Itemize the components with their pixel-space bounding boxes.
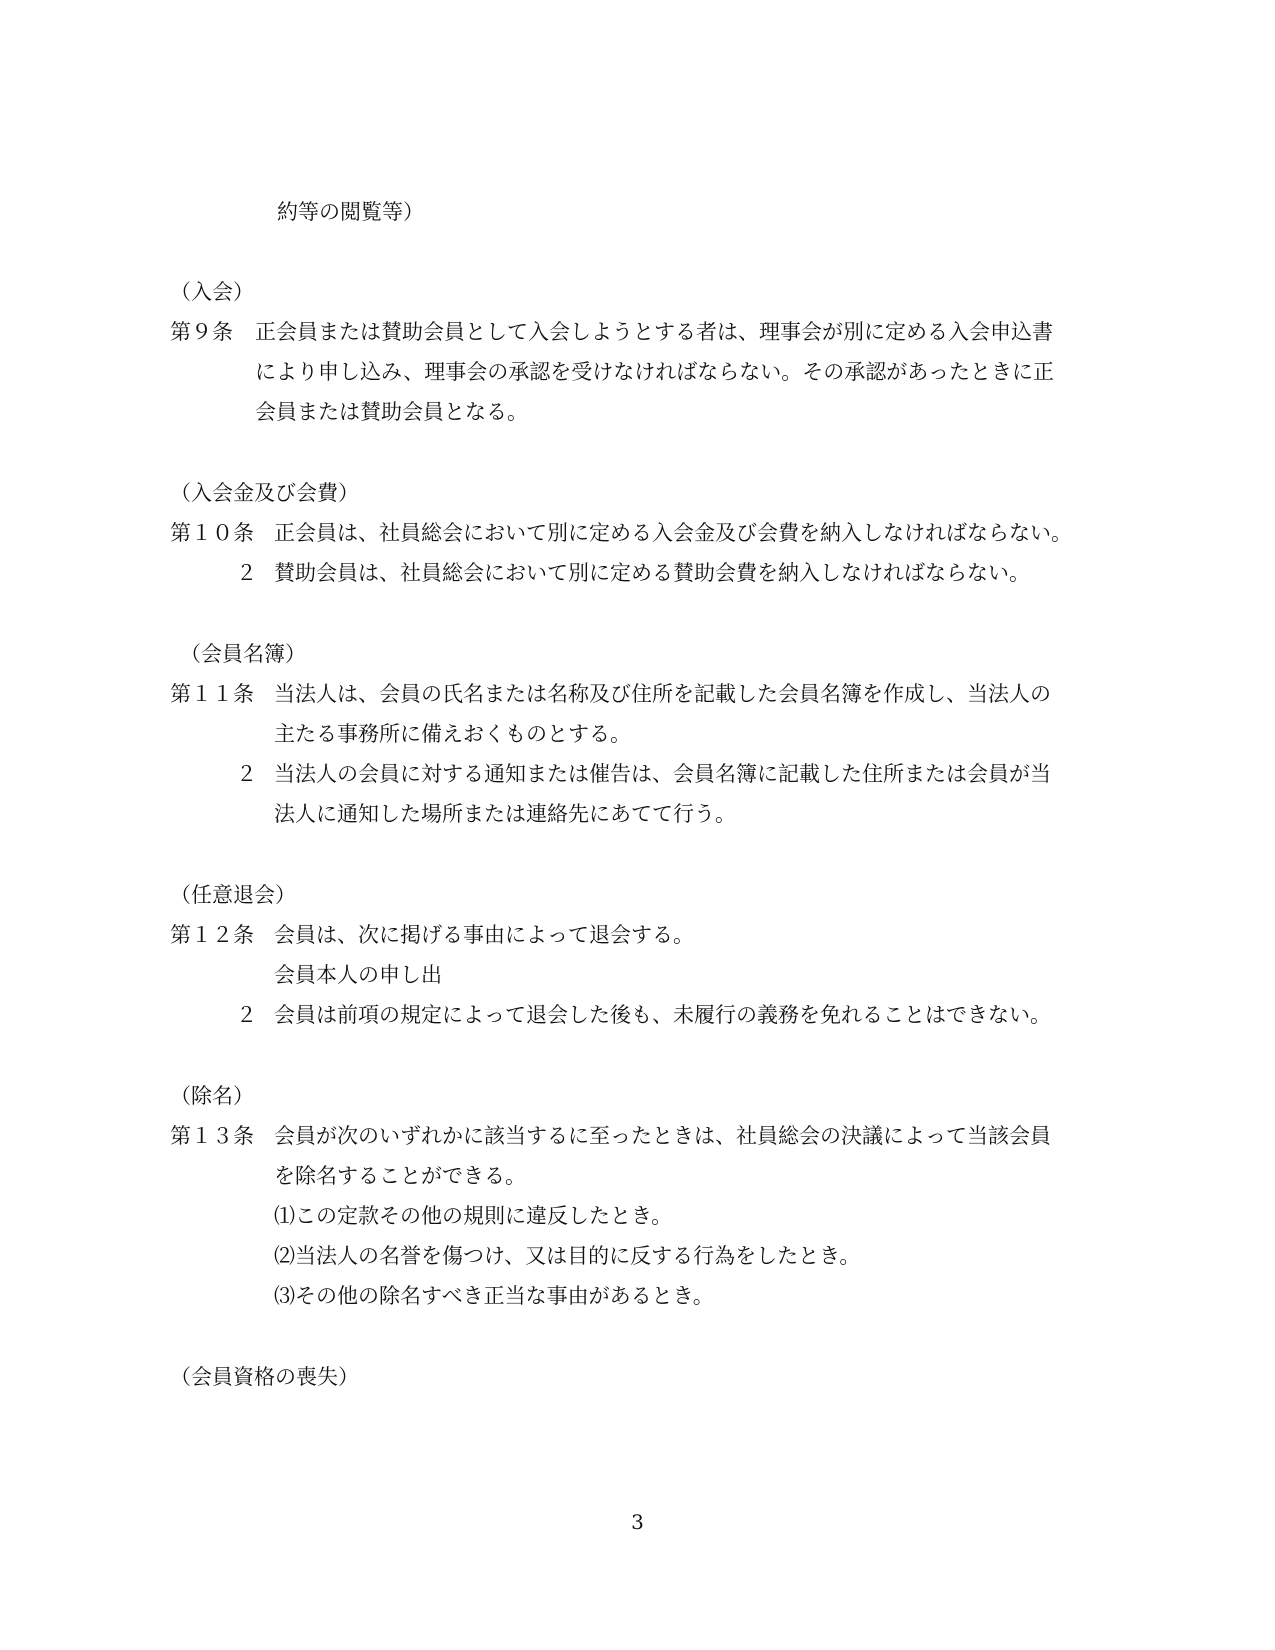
- article-text: を除名することができる。: [274, 1164, 526, 1188]
- list-item: ⑶その他の除名すべき正当な事由があるとき。: [274, 1284, 714, 1308]
- page-number: 3: [631, 1510, 644, 1534]
- article-label: 第９条: [170, 320, 233, 344]
- article-text: 正会員または賛助会員として入会しようとする者は、理事会が別に定める入会申込書: [255, 320, 1053, 344]
- article-label: 第１０条: [170, 521, 254, 545]
- section-heading: （会員名簿）: [180, 642, 306, 666]
- article-text: 会員が次のいずれかに該当するに至ったときは、社員総会の決議によって当該会員: [274, 1124, 1051, 1148]
- section-heading: （任意退会）: [170, 883, 296, 907]
- article-text: 法人に通知した場所または連絡先にあてて行う。: [274, 802, 736, 826]
- section-heading: （会員資格の喪失）: [170, 1365, 359, 1389]
- section-heading: （除名）: [170, 1084, 254, 1108]
- article-label: 第１２条: [170, 923, 254, 947]
- article-label: 第１１条: [170, 682, 254, 706]
- paragraph-number: ２: [236, 762, 257, 786]
- section-heading: （入会金及び会費）: [170, 481, 359, 505]
- paragraph-number: ２: [236, 561, 257, 585]
- article-text: 当法人は、会員の氏名または名称及び住所を記載した会員名簿を作成し、当法人の: [274, 682, 1051, 706]
- continuation-line: 約等の閲覧等）: [277, 200, 424, 224]
- article-text: により申し込み、理事会の承認を受けなければならない。その承認があったときに正: [255, 360, 1055, 384]
- list-item: ⑴この定款その他の規則に違反したとき。: [274, 1204, 673, 1228]
- article-label: 第１３条: [170, 1124, 254, 1148]
- article-text: 賛助会員は、社員総会において別に定める賛助会費を納入しなければならない。: [274, 561, 1030, 585]
- article-text: 会員または賛助会員となる。: [255, 400, 528, 424]
- paragraph-number: ２: [236, 1003, 257, 1027]
- article-text: 会員は、次に掲げる事由によって退会する。: [274, 923, 694, 947]
- list-item: ⑵当法人の名誉を傷つけ、又は目的に反する行為をしたとき。: [274, 1244, 861, 1268]
- article-text: 会員は前項の規定によって退会した後も、未履行の義務を免れることはできない。: [274, 1003, 1051, 1027]
- section-heading: （入会）: [170, 280, 254, 304]
- article-text: 当法人の会員に対する通知または催告は、会員名簿に記載した住所または会員が当: [274, 762, 1051, 786]
- article-text: 主たる事務所に備えおくものとする。: [274, 722, 631, 746]
- article-text: 会員本人の申し出: [274, 963, 442, 987]
- article-text: 正会員は、社員総会において別に定める入会金及び会費を納入しなければならない。: [274, 521, 1072, 545]
